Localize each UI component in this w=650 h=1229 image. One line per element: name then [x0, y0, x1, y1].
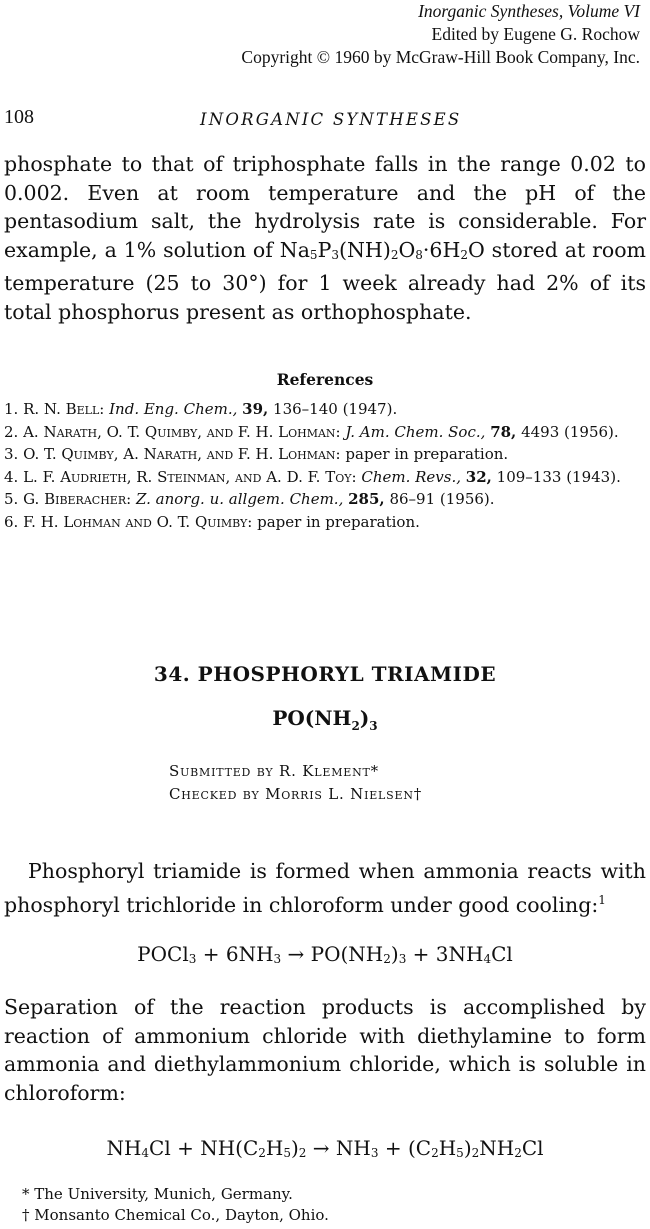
copyright-block: [241, 0, 640, 69]
equation-1: POCl$_3$ + $6NH_3 \to PO(NH_2)_3 + 3NH_4Cl$: [137, 942, 513, 966]
footnote-ref: 1: [598, 892, 606, 907]
credits: [169, 760, 422, 806]
references-list: [4, 400, 640, 535]
footnote-dagger: † Monsanto Chemical Co., Dayton, Ohio.: [22, 1205, 329, 1224]
references-heading: References: [276, 370, 374, 389]
section-title: 34. PHOSPHORYL TRIAMIDE: [153, 662, 497, 686]
footnote-star: * The University, Munich, Germany.: [22, 1185, 293, 1203]
copyright-line: Copyright © 1960 by McGraw-Hill Book Company, Inc.: [241, 47, 640, 67]
submitted-by: Submitted by R. Klement*: [169, 762, 379, 780]
checked-by: Checked by Morris L. Nielsen†: [169, 785, 423, 803]
reference-item: 5. G. Biberacher: Z. anorg. u. allgem. Chem., 285, 86–91 (1956).: [4, 490, 495, 508]
book-title: Inorganic Syntheses, Volume VI: [418, 1, 640, 21]
paragraph-intro: Phosphoryl triamide is formed when ammonia reacts with phosphoryl trichloride in chloroform under good cooling:$^1$: [4, 859, 646, 917]
reference-item: 2. A. Narath, O. T. Quimby, and F. H. Lohman: J. Am. Chem. Soc., 78, 4493 (1956).: [4, 422, 619, 441]
paragraph-separation: Separation of the reaction products is accomplished by reaction of ammonium chloride with diethylamine to form ammonia and diethylammonium chloride, which is soluble in chloroform:: [4, 995, 646, 1105]
editor-line: Edited by Eugene G. Rochow: [431, 24, 640, 44]
equation-2: $NH_4Cl + NH(C_2H_5)_2 \to NH_3 + (C_2H_5)_2NH_2Cl$: [106, 1136, 544, 1160]
page-number: 108: [4, 106, 34, 128]
reference-item: 3. O. T. Quimby, A. Narath, and F. H. Lohman: paper in preparation.: [4, 445, 509, 463]
reference-item: 4. L. F. Audrieth, R. Steinman, and A. D. F. Toy: Chem. Revs., 32, 109–133 (1943).: [4, 467, 621, 486]
running-title: INORGANIC SYNTHESES: [200, 110, 462, 129]
reference-item: 1. R. N. Bell: Ind. Eng. Chem., 39, 136–140 (1947).: [4, 400, 398, 418]
footnotes: [22, 1184, 329, 1225]
section-formula: $PO(NH_2)_3$: [272, 706, 378, 733]
reference-item: 6. F. H. Lohman and O. T. Quimby: paper in preparation.: [4, 512, 420, 531]
paragraph-top: phosphate to that of triphosphate falls in the range 0.02 to 0.002. Even at room temperature and the pH of the pentasodium salt, the hydrolysis rate is considerable. For example, a 1% solution of $Na_5P_3(NH)_2O_8\cdot 6H_2O$ stored at room temperature (25 to 30°) for 1 week already had 2% of its total phosphorus present as orthophosphate.: [4, 152, 646, 324]
